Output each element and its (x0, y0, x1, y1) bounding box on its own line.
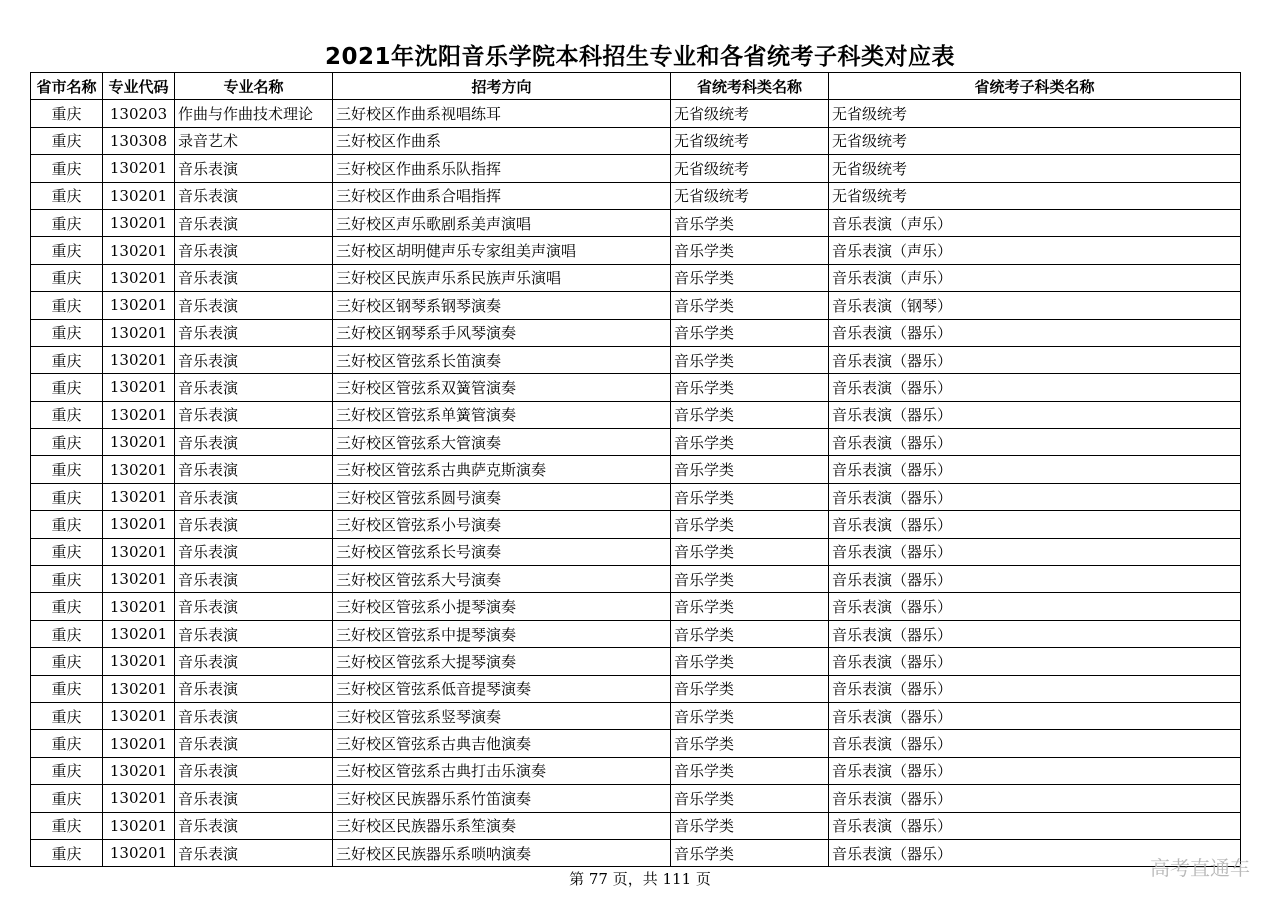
cell-exam-subcategory: 音乐表演（器乐） (829, 593, 1241, 620)
cell-exam-category: 音乐学类 (671, 264, 829, 291)
cell-major-name: 音乐表演 (175, 839, 333, 866)
cell-exam-subcategory: 音乐表演（器乐） (829, 648, 1241, 675)
watermark: 高考直通车 (1150, 856, 1250, 880)
table-row (31, 675, 1241, 702)
table-row (31, 730, 1241, 757)
cell-major-code: 130201 (103, 511, 175, 538)
cell-exam-subcategory: 音乐表演（声乐） (829, 264, 1241, 291)
cell-province: 重庆 (31, 785, 103, 812)
cell-province: 重庆 (31, 702, 103, 729)
cell-direction: 三好校区管弦系小号演奏 (333, 511, 671, 538)
table-row (31, 346, 1241, 373)
cell-direction: 三好校区管弦系大提琴演奏 (333, 648, 671, 675)
cell-exam-subcategory: 音乐表演（声乐） (829, 237, 1241, 264)
cell-province: 重庆 (31, 730, 103, 757)
cell-major-name: 音乐表演 (175, 785, 333, 812)
cell-exam-category: 音乐学类 (671, 675, 829, 702)
cell-exam-subcategory: 音乐表演（器乐） (829, 511, 1241, 538)
table-row (31, 292, 1241, 319)
cell-major-code: 130201 (103, 730, 175, 757)
header-exam-category: 省统考科类名称 (671, 73, 829, 100)
cell-major-code: 130201 (103, 319, 175, 346)
cell-province: 重庆 (31, 401, 103, 428)
cell-exam-subcategory: 音乐表演（器乐） (829, 730, 1241, 757)
cell-exam-category: 音乐学类 (671, 429, 829, 456)
cell-exam-category: 音乐学类 (671, 593, 829, 620)
cell-major-code: 130201 (103, 237, 175, 264)
cell-major-code: 130201 (103, 785, 175, 812)
cell-direction: 三好校区钢琴系手风琴演奏 (333, 319, 671, 346)
cell-exam-category: 音乐学类 (671, 483, 829, 510)
cell-exam-subcategory: 音乐表演（器乐） (829, 785, 1241, 812)
cell-exam-category: 音乐学类 (671, 702, 829, 729)
cell-province: 重庆 (31, 346, 103, 373)
cell-direction: 三好校区声乐歌剧系美声演唱 (333, 209, 671, 236)
cell-exam-category: 音乐学类 (671, 346, 829, 373)
cell-major-code: 130201 (103, 292, 175, 319)
cell-major-code: 130201 (103, 209, 175, 236)
cell-exam-category: 音乐学类 (671, 456, 829, 483)
cell-exam-subcategory: 音乐表演（器乐） (829, 319, 1241, 346)
cell-direction: 三好校区民族器乐系笙演奏 (333, 812, 671, 839)
table-row (31, 182, 1241, 209)
cell-major-name: 录音艺术 (175, 127, 333, 154)
cell-major-name: 音乐表演 (175, 620, 333, 647)
cell-major-name: 音乐表演 (175, 237, 333, 264)
cell-major-name: 音乐表演 (175, 730, 333, 757)
table-row (31, 593, 1241, 620)
table-row (31, 702, 1241, 729)
table-row (31, 401, 1241, 428)
cell-exam-category: 无省级统考 (671, 100, 829, 127)
cell-major-name: 音乐表演 (175, 483, 333, 510)
cell-major-code: 130201 (103, 264, 175, 291)
header-direction: 招考方向 (333, 73, 671, 100)
cell-direction: 三好校区管弦系单簧管演奏 (333, 401, 671, 428)
table-row (31, 839, 1241, 866)
cell-exam-subcategory: 音乐表演（器乐） (829, 620, 1241, 647)
cell-major-code: 130201 (103, 593, 175, 620)
table-row (31, 812, 1241, 839)
cell-province: 重庆 (31, 566, 103, 593)
cell-major-name: 音乐表演 (175, 346, 333, 373)
table-row (31, 429, 1241, 456)
cell-province: 重庆 (31, 374, 103, 401)
document-title: 2021年沈阳音乐学院本科招生专业和各省统考子科类对应表 (324, 44, 955, 70)
cell-province: 重庆 (31, 511, 103, 538)
cell-major-name: 音乐表演 (175, 757, 333, 784)
cell-direction: 三好校区作曲系乐队指挥 (333, 155, 671, 182)
cell-exam-subcategory: 音乐表演（器乐） (829, 812, 1241, 839)
cell-direction: 三好校区管弦系古典打击乐演奏 (333, 757, 671, 784)
cell-major-code: 130201 (103, 346, 175, 373)
header-exam-subcategory: 省统考子科类名称 (829, 73, 1241, 100)
table-row (31, 620, 1241, 647)
table-row (31, 155, 1241, 182)
cell-exam-subcategory: 音乐表演（器乐） (829, 346, 1241, 373)
cell-major-name: 音乐表演 (175, 702, 333, 729)
cell-direction: 三好校区管弦系中提琴演奏 (333, 620, 671, 647)
cell-exam-subcategory: 无省级统考 (829, 182, 1241, 209)
cell-direction: 三好校区管弦系竖琴演奏 (333, 702, 671, 729)
cell-exam-category: 音乐学类 (671, 538, 829, 565)
table-row (31, 483, 1241, 510)
cell-direction: 三好校区管弦系圆号演奏 (333, 483, 671, 510)
cell-province: 重庆 (31, 155, 103, 182)
cell-exam-subcategory: 音乐表演（器乐） (829, 374, 1241, 401)
page-number: 第 77 页，共 111 页 (569, 870, 711, 888)
cell-exam-category: 音乐学类 (671, 839, 829, 866)
table-row (31, 648, 1241, 675)
cell-major-name: 音乐表演 (175, 292, 333, 319)
cell-direction: 三好校区作曲系 (333, 127, 671, 154)
cell-major-code: 130203 (103, 100, 175, 127)
cell-major-code: 130201 (103, 374, 175, 401)
cell-major-code: 130201 (103, 401, 175, 428)
cell-exam-category: 音乐学类 (671, 209, 829, 236)
cell-exam-category: 音乐学类 (671, 511, 829, 538)
cell-province: 重庆 (31, 675, 103, 702)
table-row (31, 456, 1241, 483)
cell-major-code: 130201 (103, 812, 175, 839)
cell-major-code: 130308 (103, 127, 175, 154)
cell-exam-subcategory: 无省级统考 (829, 100, 1241, 127)
cell-major-name: 音乐表演 (175, 429, 333, 456)
cell-direction: 三好校区管弦系长号演奏 (333, 538, 671, 565)
cell-exam-subcategory: 音乐表演（器乐） (829, 839, 1241, 866)
cell-direction: 三好校区钢琴系钢琴演奏 (333, 292, 671, 319)
cell-major-name: 音乐表演 (175, 155, 333, 182)
cell-exam-subcategory: 音乐表演（器乐） (829, 538, 1241, 565)
cell-major-name: 音乐表演 (175, 538, 333, 565)
cell-major-name: 音乐表演 (175, 675, 333, 702)
table-row (31, 127, 1241, 154)
cell-direction: 三好校区作曲系视唱练耳 (333, 100, 671, 127)
cell-province: 重庆 (31, 538, 103, 565)
cell-province: 重庆 (31, 593, 103, 620)
cell-province: 重庆 (31, 648, 103, 675)
cell-direction: 三好校区胡明健声乐专家组美声演唱 (333, 237, 671, 264)
cell-exam-category: 音乐学类 (671, 757, 829, 784)
table-row (31, 785, 1241, 812)
table-row (31, 511, 1241, 538)
cell-province: 重庆 (31, 292, 103, 319)
cell-direction: 三好校区管弦系双簧管演奏 (333, 374, 671, 401)
cell-major-name: 音乐表演 (175, 566, 333, 593)
cell-exam-category: 音乐学类 (671, 812, 829, 839)
cell-exam-subcategory: 无省级统考 (829, 155, 1241, 182)
cell-direction: 三好校区管弦系古典吉他演奏 (333, 730, 671, 757)
cell-major-code: 130201 (103, 429, 175, 456)
cell-major-code: 130201 (103, 702, 175, 729)
cell-major-code: 130201 (103, 620, 175, 647)
cell-major-name: 音乐表演 (175, 401, 333, 428)
cell-exam-subcategory: 音乐表演（钢琴） (829, 292, 1241, 319)
cell-direction: 三好校区管弦系大号演奏 (333, 566, 671, 593)
cell-major-code: 130201 (103, 182, 175, 209)
cell-major-code: 130201 (103, 648, 175, 675)
cell-major-code: 130201 (103, 538, 175, 565)
cell-direction: 三好校区管弦系大管演奏 (333, 429, 671, 456)
cell-direction: 三好校区民族器乐系竹笛演奏 (333, 785, 671, 812)
cell-major-name: 音乐表演 (175, 182, 333, 209)
mapping-table (30, 72, 1241, 867)
cell-major-name: 音乐表演 (175, 264, 333, 291)
cell-exam-category: 无省级统考 (671, 127, 829, 154)
cell-exam-subcategory: 音乐表演（器乐） (829, 456, 1241, 483)
cell-exam-category: 音乐学类 (671, 648, 829, 675)
cell-direction: 三好校区管弦系古典萨克斯演奏 (333, 456, 671, 483)
cell-exam-category: 音乐学类 (671, 785, 829, 812)
table-body (31, 100, 1241, 867)
table-row (31, 237, 1241, 264)
cell-province: 重庆 (31, 456, 103, 483)
cell-province: 重庆 (31, 757, 103, 784)
cell-major-name: 音乐表演 (175, 456, 333, 483)
cell-direction: 三好校区作曲系合唱指挥 (333, 182, 671, 209)
table-row (31, 264, 1241, 291)
cell-direction: 三好校区管弦系低音提琴演奏 (333, 675, 671, 702)
cell-exam-subcategory: 音乐表演（声乐） (829, 209, 1241, 236)
cell-province: 重庆 (31, 127, 103, 154)
cell-major-name: 音乐表演 (175, 319, 333, 346)
cell-direction: 三好校区管弦系小提琴演奏 (333, 593, 671, 620)
cell-major-code: 130201 (103, 757, 175, 784)
cell-exam-subcategory: 音乐表演（器乐） (829, 566, 1241, 593)
cell-province: 重庆 (31, 209, 103, 236)
cell-major-code: 130201 (103, 675, 175, 702)
cell-exam-subcategory: 无省级统考 (829, 127, 1241, 154)
cell-province: 重庆 (31, 264, 103, 291)
cell-major-name: 音乐表演 (175, 648, 333, 675)
cell-province: 重庆 (31, 812, 103, 839)
cell-direction: 三好校区管弦系长笛演奏 (333, 346, 671, 373)
table-row (31, 566, 1241, 593)
cell-direction: 三好校区民族声乐系民族声乐演唱 (333, 264, 671, 291)
cell-major-name: 音乐表演 (175, 511, 333, 538)
cell-exam-category: 音乐学类 (671, 566, 829, 593)
cell-exam-category: 音乐学类 (671, 401, 829, 428)
cell-exam-category: 音乐学类 (671, 237, 829, 264)
cell-major-name: 音乐表演 (175, 593, 333, 620)
cell-exam-subcategory: 音乐表演（器乐） (829, 757, 1241, 784)
cell-major-name: 音乐表演 (175, 812, 333, 839)
table-row (31, 757, 1241, 784)
cell-exam-category: 音乐学类 (671, 374, 829, 401)
table-row (31, 538, 1241, 565)
cell-exam-category: 音乐学类 (671, 292, 829, 319)
cell-major-name: 音乐表演 (175, 209, 333, 236)
cell-province: 重庆 (31, 100, 103, 127)
cell-province: 重庆 (31, 620, 103, 647)
cell-exam-subcategory: 音乐表演（器乐） (829, 429, 1241, 456)
table-row (31, 374, 1241, 401)
cell-major-name: 音乐表演 (175, 374, 333, 401)
cell-exam-category: 音乐学类 (671, 730, 829, 757)
cell-exam-category: 无省级统考 (671, 182, 829, 209)
cell-province: 重庆 (31, 237, 103, 264)
table-row (31, 209, 1241, 236)
table-row (31, 100, 1241, 127)
cell-major-code: 130201 (103, 456, 175, 483)
table-row (31, 319, 1241, 346)
cell-major-code: 130201 (103, 483, 175, 510)
cell-exam-category: 无省级统考 (671, 155, 829, 182)
cell-province: 重庆 (31, 429, 103, 456)
cell-major-code: 130201 (103, 566, 175, 593)
cell-exam-category: 音乐学类 (671, 620, 829, 647)
cell-exam-subcategory: 音乐表演（器乐） (829, 483, 1241, 510)
cell-province: 重庆 (31, 483, 103, 510)
cell-province: 重庆 (31, 319, 103, 346)
cell-province: 重庆 (31, 182, 103, 209)
cell-exam-subcategory: 音乐表演（器乐） (829, 675, 1241, 702)
cell-province: 重庆 (31, 839, 103, 866)
header-major-code: 专业代码 (103, 73, 175, 100)
cell-exam-category: 音乐学类 (671, 319, 829, 346)
cell-major-code: 130201 (103, 839, 175, 866)
header-major-name: 专业名称 (175, 73, 333, 100)
cell-major-code: 130201 (103, 155, 175, 182)
cell-direction: 三好校区民族器乐系唢呐演奏 (333, 839, 671, 866)
table-header-row (31, 73, 1241, 100)
cell-exam-subcategory: 音乐表演（器乐） (829, 702, 1241, 729)
header-province: 省市名称 (31, 73, 103, 100)
cell-exam-subcategory: 音乐表演（器乐） (829, 401, 1241, 428)
cell-major-name: 作曲与作曲技术理论 (175, 100, 333, 127)
